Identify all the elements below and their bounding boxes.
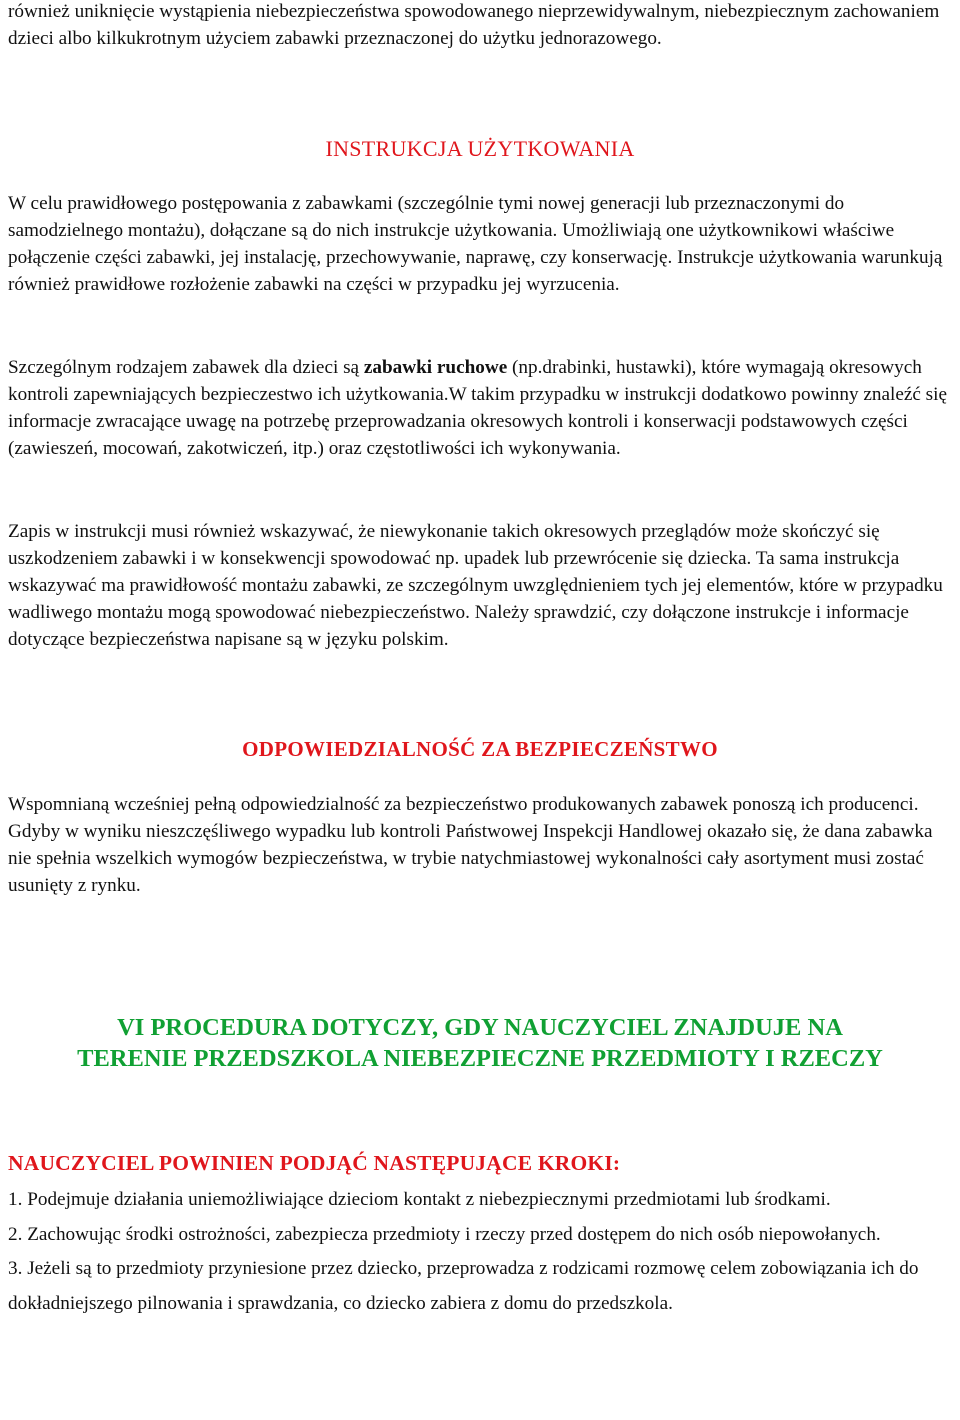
step-item-1: 1. Podejmuje działania uniemożliwiające dzieciom kontakt z niebezpiecznymi przedmiotami lub środkami. xyxy=(8,1189,831,1210)
step-item-2: 2. Zachowując środki ostrożności, zabezpiecza przedmioty i rzeczy przed dostępem do nich osób niepowołanych. xyxy=(8,1223,881,1245)
responsibility-paragraph: Wspomnianą wcześniej pełną odpowiedzialność za bezpieczeństwo produkowanych zabawek ponoszą ich producenci. Gdyby w wyniku nieszczęśliwego wypadku lub kontroli Państwowej Inspekcji Handlowej okazało się, że dana zabawka nie spełnia wszelkich wymogów bezpieczeństwa, w trybie natychmiastowej wykonalności cały asortyment musi zostać usunięty z rynku. xyxy=(8,794,933,896)
steps-list xyxy=(8,1183,958,1321)
steps-heading: NAUCZYCIEL POWINIEN PODJĄĆ NASTĘPUJĄCE KROKI: xyxy=(8,1151,621,1175)
section-title-line-2: TERENIE PRZEDSZKOLA NIEBEZPIECZNE PRZEDMIOTY I RZECZY xyxy=(77,1045,883,1072)
instructions-paragraph-2 xyxy=(8,354,958,462)
instructions-heading: INSTRUKCJA UŻYTKOWANIA xyxy=(325,136,635,161)
instructions-paragraph-2-end: (np.drabinki, hustawki), które wymagają okresowych kontroli zapewniających bezpieczestwo ich użytkowania.W takim przypadku w instrukcji dodatkowo powinny znaleźć się informacje zwracające uwagę na potrzebę przeprowadzania okresowych kontroli i konserwacji podstawowych części (zawieszeń, mocowań, zakotwiczeń, itp.) oraz częstotliwości ich wykonywania. xyxy=(8,357,947,459)
instructions-paragraph-3: Zapis w instrukcji musi również wskazywać, że niewykonanie takich okresowych przeglądów może skończyć się uszkodzeniem zabawki i w konsekwencji spowodować np. upadek lub przewrócenie się dziecka. Ta sama instrukcja wskazywać ma prawidłowość montażu zabawki, ze szczególnym uwzględnieniem tych jej elementów, które w przypadku wadliwego montażu mogą spowodować niebezpieczeństwo. Należy sprawdzić, czy dołączone instrukcje i informacje dotyczące bezpieczeństwa napisane są w języku polskim. xyxy=(8,521,943,650)
intro-paragraph: również uniknięcie wystąpienia niebezpieczeństwa spowodowanego nieprzewidywalnym, niebezpiecznym zachowaniem dzieci albo kilkukrotnym użyciem zabawki przeznaczonej do użytku jednorazowego. xyxy=(8,1,940,49)
responsibility-heading: ODPOWIEDZIALNOŚĆ ZA BEZPIECZEŃSTWO xyxy=(242,737,718,761)
instructions-paragraph-2-start: Szczególnym rodzajem zabawek dla dzieci są xyxy=(8,357,364,378)
movement-toys-term: zabawki ruchowe xyxy=(363,357,508,378)
section-title-line-1: VI PROCEDURA DOTYCZY, GDY NAUCZYCIEL ZNAJDUJE NA xyxy=(117,1014,843,1041)
step-item-3: 3. Jeżeli są to przedmioty przyniesione przez dziecko, przeprowadza z rodzicami rozmowę celem zobowiązania ich do dokładniejszego pilnowania i sprawdzania, co dziecko zabiera z domu do przedszkola. xyxy=(8,1258,919,1314)
instructions-paragraph-1: W celu prawidłowego postępowania z zabawkami (szczególnie tymi nowej generacji lub przeznaczonymi do samodzielnego montażu), dołączane są do nich instrukcje użytkowania. Umożliwiają one użytkownikowi właściwe połączenie części zabawki, jej instalację, przechowywanie, naprawę, czy konserwację. Instrukcje użytkowania warunkują również prawidłowe rozłożenie zabawki na części w przypadku jej wyrzucenia. xyxy=(8,193,943,295)
